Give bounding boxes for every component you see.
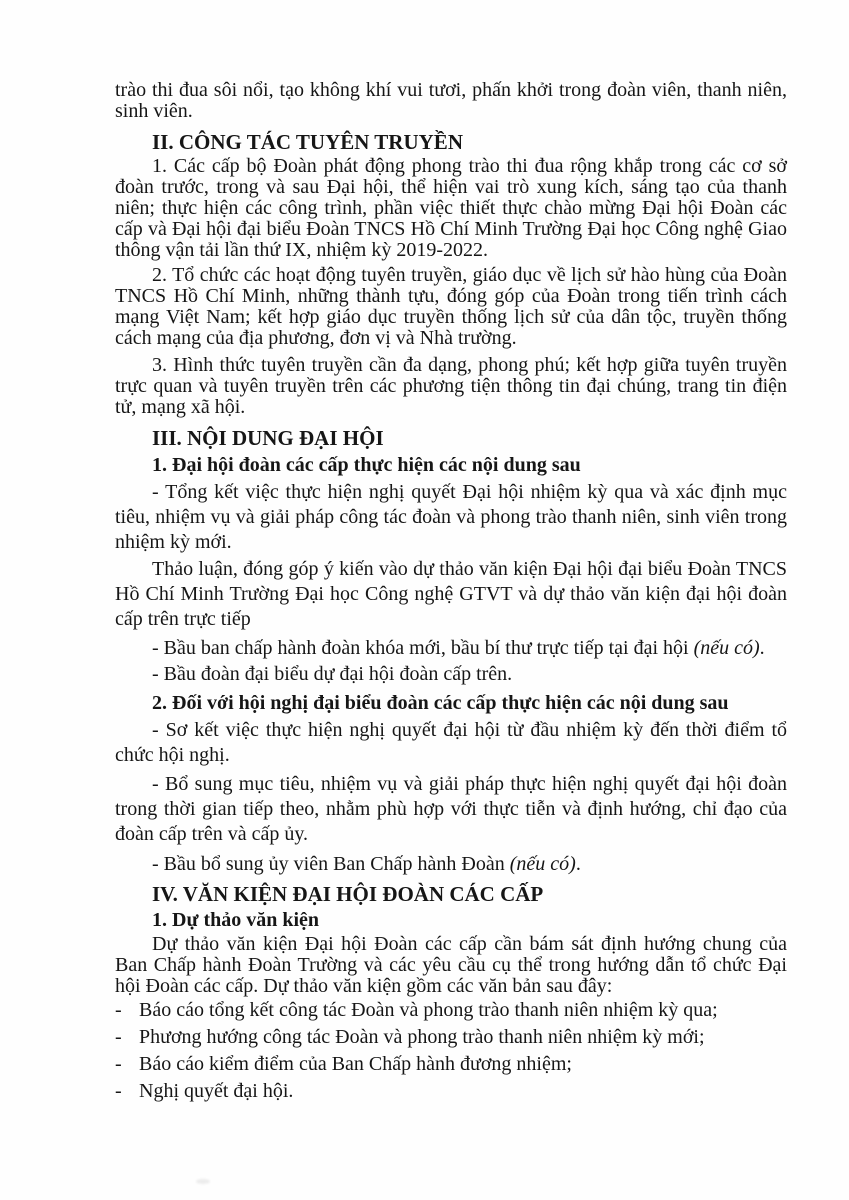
bullet-text: Nghị quyết đại hội. [139, 1080, 294, 1102]
list-item [115, 852, 787, 877]
bullet-dash: - [115, 999, 122, 1021]
bullet-item [115, 1079, 787, 1104]
list-item: - Tổng kết việc thực hiện nghị quyết Đại hội nhiệm kỳ qua và xác định mục tiêu, nhiệm vụ và giải pháp công tác đoàn và phong trào thanh niên, sinh viên trong nhiệm kỳ mới. [115, 481, 787, 553]
section-heading-ii: II. CÔNG TÁC TUYÊN TRUYỀN [152, 130, 463, 154]
bullet-dash: - [115, 1080, 122, 1102]
bullet-text: Phương hướng công tác Đoàn và phong trào thanh niên nhiệm kỳ mới; [139, 1026, 705, 1048]
bullet-item [115, 1052, 787, 1077]
bullet-dash: - [115, 1053, 122, 1075]
bullet-item [115, 1025, 787, 1050]
subsection-heading-iv-1: 1. Dự thảo văn kiện [152, 909, 320, 931]
paragraph-s2-1: 1. Các cấp bộ Đoàn phát động phong trào thi đua rộng khắp trong các cơ sở đoàn trước, trong và sau Đại hội, thể hiện vai trò xung kích, sáng tạo của thanh niên; thực hiện các công trình, phần việc thiết thực chào mừng Đại hội Đoàn các cấp và Đại hội đại biểu Đoàn TNCS Hồ Chí Minh Trường Đại học Công nghệ Giao thông vận tải lần thứ IX, nhiệm kỳ 2019-2022. [115, 155, 787, 261]
list-item-text: - Bầu ban chấp hành đoàn khóa mới, bầu bí thư trực tiếp tại đại hội [152, 637, 694, 659]
section-heading-iv: IV. VĂN KIỆN ĐẠI HỘI ĐOÀN CÁC CẤP [152, 882, 544, 906]
list-item [115, 636, 787, 661]
bullet-text: Báo cáo tổng kết công tác Đoàn và phong trào thanh niên nhiệm kỳ qua; [139, 999, 718, 1021]
bullet-dash: - [115, 1026, 122, 1048]
subsection-heading-iii-2: 2. Đối với hội nghị đại biểu đoàn các cấp thực hiện các nội dung sau [152, 692, 729, 714]
paragraph-s2-2: 2. Tổ chức các hoạt động tuyên truyền, giáo dục về lịch sử hào hùng của Đoàn TNCS Hồ Chí Minh, những thành tựu, đóng góp của Đoàn trong tiến trình cách mạng Việt Nam; kết hợp giáo dục truyền thống lịch sử của dân tộc, truyền thống cách mạng của địa phương, đơn vị và Nhà trường. [115, 264, 787, 349]
paragraph-s4-intro: Dự thảo văn kiện Đại hội Đoàn các cấp cần bám sát định hướng chung của Ban Chấp hành Đoàn Trường và các yêu cầu cụ thể trong hướng dẫn tổ chức Đại hội Đoàn các cấp. Dự thảo văn kiện gồm các văn bản sau đây: [115, 933, 787, 997]
list-item-text: - Bầu bổ sung ủy viên Ban Chấp hành Đoàn [152, 853, 510, 875]
bullet-text: Báo cáo kiểm điểm của Ban Chấp hành đương nhiệm; [139, 1053, 572, 1075]
list-item: Thảo luận, đóng góp ý kiến vào dự thảo văn kiện Đại hội đại biểu Đoàn TNCS Hồ Chí Minh Trường Đại học Công nghệ GTVT và dự thảo văn kiện đại hội đoàn cấp trên trực tiếp [115, 558, 787, 630]
list-item: - Bổ sung mục tiêu, nhiệm vụ và giải pháp thực hiện nghị quyết đại hội đoàn trong thời gian tiếp theo, nhằm phù hợp với thực tiễn và định hướng, chỉ đạo của đoàn cấp trên và cấp ủy. [115, 773, 787, 845]
paragraph-s2-3: 3. Hình thức tuyên truyền cần đa dạng, phong phú; kết hợp giữa tuyên truyền trực quan và tuyên truyền trên các phương tiện thông tin đại chúng, trang tin điện tử, mạng xã hội. [115, 354, 787, 418]
list-item-note-italic: (nếu có) [693, 637, 760, 659]
bullet-item [115, 998, 787, 1023]
list-item-suffix: . [575, 853, 581, 875]
list-item: - Bầu đoàn đại biểu dự đại hội đoàn cấp trên. [152, 663, 513, 685]
scan-artifact [196, 1179, 210, 1184]
continued-paragraph: trào thi đua sôi nổi, tạo không khí vui tươi, phấn khởi trong đoàn viên, thanh niên, sinh viên. [115, 79, 787, 122]
list-item-note-italic: (nếu có) [509, 853, 576, 875]
section-heading-iii: III. NỘI DUNG ĐẠI HỘI [152, 426, 384, 450]
subsection-heading-iii-1: 1. Đại hội đoàn các cấp thực hiện các nội dung sau [152, 454, 581, 476]
list-item: - Sơ kết việc thực hiện nghị quyết đại hội từ đầu nhiệm kỳ đến thời điểm tổ chức hội nghị. [115, 719, 787, 766]
list-item-suffix: . [759, 637, 765, 659]
